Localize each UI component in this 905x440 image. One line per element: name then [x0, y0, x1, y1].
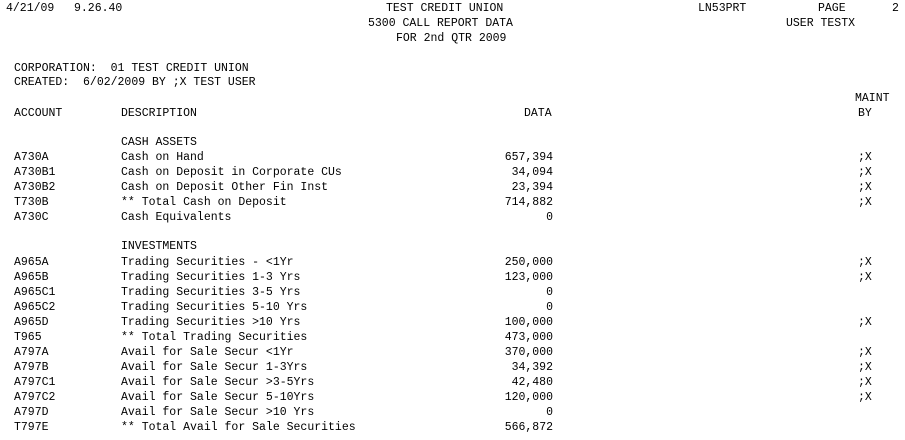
- table-row: [0, 360, 905, 375]
- account-code: A965D: [14, 316, 49, 329]
- table-row: [0, 165, 905, 180]
- report-title: TEST CREDIT UNION: [386, 2, 504, 15]
- data-value: 34,094: [511, 166, 553, 179]
- maint-by: ;X: [858, 151, 872, 164]
- page-number: 2: [892, 2, 899, 15]
- table-row: [0, 255, 905, 270]
- account-description: ** Total Avail for Sale Securities: [121, 421, 356, 434]
- section-heading-investments: INVESTMENTS: [121, 240, 197, 253]
- account-description: Cash on Hand: [121, 151, 204, 164]
- table-row: [0, 390, 905, 405]
- account-description: Trading Securities - <1Yr: [121, 256, 294, 269]
- account-code: T797E: [14, 421, 49, 434]
- account-code: A965B: [14, 271, 49, 284]
- account-code: T965: [14, 331, 42, 344]
- account-code: T730B: [14, 196, 49, 209]
- report-time: 9.26.40: [74, 2, 123, 15]
- data-value: 34,392: [511, 361, 553, 374]
- table-row: [0, 330, 905, 345]
- data-value: 120,000: [504, 391, 553, 404]
- data-value: 23,394: [511, 181, 553, 194]
- column-header-maint: MAINT: [855, 92, 890, 105]
- report-id: LN53PRT: [698, 2, 747, 15]
- account-description: Trading Securities 3-5 Yrs: [121, 286, 301, 299]
- account-code: A965A: [14, 256, 49, 269]
- maint-by: ;X: [858, 391, 872, 404]
- account-description: Trading Securities 5-10 Yrs: [121, 301, 308, 314]
- account-code: A965C2: [14, 301, 56, 314]
- table-row: [0, 150, 905, 165]
- data-value: 473,000: [504, 331, 553, 344]
- report-subtitle: 5300 CALL REPORT DATA: [368, 17, 513, 30]
- table-row: [0, 180, 905, 195]
- account-code: A797B: [14, 361, 49, 374]
- maint-by: ;X: [858, 376, 872, 389]
- account-description: Avail for Sale Secur >3-5Yrs: [121, 376, 315, 389]
- account-description: Avail for Sale Secur 5-10Yrs: [121, 391, 315, 404]
- account-code: A730A: [14, 151, 49, 164]
- data-value: 370,000: [504, 346, 553, 359]
- table-row: [0, 405, 905, 420]
- data-value: 657,394: [504, 151, 553, 164]
- corporation-line: CORPORATION: 01 TEST CREDIT UNION: [14, 62, 249, 75]
- report-user: USER TESTX: [786, 17, 856, 30]
- data-value: 250,000: [504, 256, 553, 269]
- account-code: A797D: [14, 406, 49, 419]
- maint-by: ;X: [858, 196, 872, 209]
- table-row: [0, 420, 905, 435]
- table-row: [0, 195, 905, 210]
- data-value: 100,000: [504, 316, 553, 329]
- account-code: A797C2: [14, 391, 56, 404]
- data-value: 0: [546, 406, 553, 419]
- table-row: [0, 345, 905, 360]
- account-description: Cash Equivalents: [121, 211, 232, 224]
- table-row: [0, 315, 905, 330]
- account-description: ** Total Trading Securities: [121, 331, 308, 344]
- account-description: ** Total Cash on Deposit: [121, 196, 287, 209]
- account-description: Trading Securities 1-3 Yrs: [121, 271, 301, 284]
- account-description: Cash on Deposit Other Fin Inst: [121, 181, 329, 194]
- data-value: 42,480: [511, 376, 553, 389]
- table-row: [0, 375, 905, 390]
- account-description: Avail for Sale Secur 1-3Yrs: [121, 361, 308, 374]
- account-description: Trading Securities >10 Yrs: [121, 316, 301, 329]
- account-code: A797A: [14, 346, 49, 359]
- report-period: FOR 2nd QTR 2009: [396, 32, 507, 45]
- account-description: Avail for Sale Secur >10 Yrs: [121, 406, 315, 419]
- data-value: 0: [546, 301, 553, 314]
- report-date: 4/21/09: [6, 2, 55, 15]
- data-value: 123,000: [504, 271, 553, 284]
- maint-by: ;X: [858, 361, 872, 374]
- column-header-maint-by: BY: [858, 107, 872, 120]
- table-row: [0, 270, 905, 285]
- data-value: 0: [546, 286, 553, 299]
- maint-by: ;X: [858, 271, 872, 284]
- maint-by: ;X: [858, 181, 872, 194]
- column-header-description: DESCRIPTION: [121, 107, 197, 120]
- maint-by: ;X: [858, 316, 872, 329]
- column-header-data: DATA: [524, 107, 552, 120]
- data-value: 566,872: [504, 421, 553, 434]
- table-row: [0, 210, 905, 225]
- page-label: PAGE: [818, 2, 846, 15]
- table-row: [0, 285, 905, 300]
- created-line: CREATED: 6/02/2009 BY ;X TEST USER: [14, 76, 256, 89]
- column-header-account: ACCOUNT: [14, 107, 63, 120]
- maint-by: ;X: [858, 166, 872, 179]
- data-value: 714,882: [504, 196, 553, 209]
- maint-by: ;X: [858, 346, 872, 359]
- account-code: A730C: [14, 211, 49, 224]
- account-description: Avail for Sale Secur <1Yr: [121, 346, 294, 359]
- table-row: [0, 300, 905, 315]
- account-code: A965C1: [14, 286, 56, 299]
- maint-by: ;X: [858, 256, 872, 269]
- account-description: Cash on Deposit in Corporate CUs: [121, 166, 342, 179]
- section-heading-cash-assets: CASH ASSETS: [121, 136, 197, 149]
- account-code: A730B1: [14, 166, 56, 179]
- data-value: 0: [546, 211, 553, 224]
- account-code: A797C1: [14, 376, 56, 389]
- account-code: A730B2: [14, 181, 56, 194]
